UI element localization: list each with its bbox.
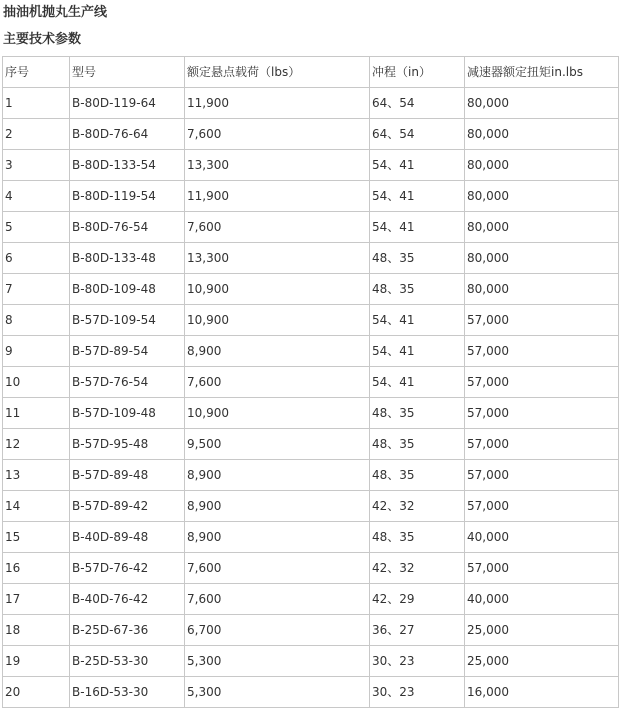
cell-load: 5,300 (185, 646, 370, 677)
table-row (3, 274, 619, 305)
table-header-row (3, 57, 619, 88)
cell-model: B-80D-133-54 (70, 150, 185, 181)
cell-load: 7,600 (185, 584, 370, 615)
cell-index: 11 (3, 398, 70, 429)
cell-index: 18 (3, 615, 70, 646)
cell-load: 7,600 (185, 367, 370, 398)
cell-index: 4 (3, 181, 70, 212)
cell-stroke: 64、54 (370, 119, 465, 150)
cell-load: 13,300 (185, 243, 370, 274)
cell-model: B-57D-109-48 (70, 398, 185, 429)
cell-model: B-25D-67-36 (70, 615, 185, 646)
cell-stroke: 54、41 (370, 336, 465, 367)
cell-index: 8 (3, 305, 70, 336)
table-row (3, 119, 619, 150)
cell-model: B-57D-109-54 (70, 305, 185, 336)
cell-model: B-25D-53-30 (70, 646, 185, 677)
cell-index: 6 (3, 243, 70, 274)
cell-stroke: 42、32 (370, 553, 465, 584)
cell-index: 9 (3, 336, 70, 367)
cell-index: 14 (3, 491, 70, 522)
cell-index: 2 (3, 119, 70, 150)
cell-model: B-57D-76-54 (70, 367, 185, 398)
cell-model: B-80D-109-48 (70, 274, 185, 305)
cell-torque: 40,000 (465, 584, 619, 615)
header-cell-index: 序号 (3, 57, 70, 88)
cell-index: 20 (3, 677, 70, 708)
cell-index: 16 (3, 553, 70, 584)
cell-torque: 57,000 (465, 553, 619, 584)
cell-load: 10,900 (185, 274, 370, 305)
cell-model: B-40D-76-42 (70, 584, 185, 615)
cell-stroke: 48、35 (370, 429, 465, 460)
header-cell-model: 型号 (70, 57, 185, 88)
table-row (3, 243, 619, 274)
cell-stroke: 42、32 (370, 491, 465, 522)
cell-load: 7,600 (185, 212, 370, 243)
cell-index: 15 (3, 522, 70, 553)
cell-index: 10 (3, 367, 70, 398)
cell-stroke: 48、35 (370, 243, 465, 274)
cell-torque: 57,000 (465, 305, 619, 336)
cell-stroke: 54、41 (370, 181, 465, 212)
header-cell-load: 额定悬点载荷（lbs） (185, 57, 370, 88)
document-title: 抽油机抛丸生产线 (3, 5, 108, 20)
table-row (3, 553, 619, 584)
cell-model: B-57D-89-54 (70, 336, 185, 367)
table-row (3, 367, 619, 398)
cell-torque: 40,000 (465, 522, 619, 553)
cell-load: 9,500 (185, 429, 370, 460)
table-row (3, 305, 619, 336)
cell-load: 13,300 (185, 150, 370, 181)
cell-model: B-57D-95-48 (70, 429, 185, 460)
header-cell-torque: 减速器额定扭矩in.lbs (465, 57, 619, 88)
table-row (3, 429, 619, 460)
cell-index: 17 (3, 584, 70, 615)
cell-model: B-57D-89-42 (70, 491, 185, 522)
cell-model: B-57D-89-48 (70, 460, 185, 491)
table-row (3, 677, 619, 708)
table-row (3, 646, 619, 677)
cell-torque: 57,000 (465, 460, 619, 491)
cell-load: 8,900 (185, 522, 370, 553)
cell-index: 3 (3, 150, 70, 181)
cell-stroke: 54、41 (370, 150, 465, 181)
cell-stroke: 64、54 (370, 88, 465, 119)
cell-torque: 80,000 (465, 181, 619, 212)
cell-stroke: 36、27 (370, 615, 465, 646)
cell-load: 5,300 (185, 677, 370, 708)
cell-stroke: 48、35 (370, 460, 465, 491)
cell-load: 10,900 (185, 398, 370, 429)
cell-load: 6,700 (185, 615, 370, 646)
table-row (3, 398, 619, 429)
table-row (3, 522, 619, 553)
spec-table (2, 56, 619, 708)
cell-torque: 25,000 (465, 646, 619, 677)
table-row (3, 460, 619, 491)
cell-torque: 57,000 (465, 429, 619, 460)
cell-torque: 25,000 (465, 615, 619, 646)
table-row (3, 181, 619, 212)
table-row (3, 88, 619, 119)
cell-torque: 57,000 (465, 491, 619, 522)
cell-model: B-80D-119-54 (70, 181, 185, 212)
cell-index: 19 (3, 646, 70, 677)
table-row (3, 150, 619, 181)
cell-torque: 16,000 (465, 677, 619, 708)
header-cell-stroke: 冲程（in） (370, 57, 465, 88)
cell-load: 8,900 (185, 491, 370, 522)
cell-torque: 80,000 (465, 212, 619, 243)
cell-model: B-16D-53-30 (70, 677, 185, 708)
cell-load: 11,900 (185, 181, 370, 212)
cell-index: 1 (3, 88, 70, 119)
cell-stroke: 30、23 (370, 677, 465, 708)
cell-torque: 57,000 (465, 398, 619, 429)
cell-stroke: 30、23 (370, 646, 465, 677)
cell-load: 8,900 (185, 460, 370, 491)
cell-stroke: 54、41 (370, 305, 465, 336)
cell-stroke: 54、41 (370, 212, 465, 243)
cell-index: 5 (3, 212, 70, 243)
cell-load: 11,900 (185, 88, 370, 119)
spec-table-body (3, 57, 619, 708)
section-heading: 主要技术参数 (3, 32, 82, 47)
cell-load: 8,900 (185, 336, 370, 367)
cell-index: 13 (3, 460, 70, 491)
table-row (3, 491, 619, 522)
table-row (3, 615, 619, 646)
cell-torque: 80,000 (465, 150, 619, 181)
cell-torque: 80,000 (465, 243, 619, 274)
cell-index: 12 (3, 429, 70, 460)
cell-stroke: 48、35 (370, 522, 465, 553)
cell-torque: 80,000 (465, 119, 619, 150)
cell-model: B-80D-133-48 (70, 243, 185, 274)
cell-torque: 57,000 (465, 336, 619, 367)
cell-torque: 57,000 (465, 367, 619, 398)
table-row (3, 336, 619, 367)
table-row (3, 584, 619, 615)
cell-torque: 80,000 (465, 88, 619, 119)
cell-torque: 80,000 (465, 274, 619, 305)
cell-stroke: 48、35 (370, 274, 465, 305)
cell-model: B-80D-76-64 (70, 119, 185, 150)
cell-model: B-57D-76-42 (70, 553, 185, 584)
cell-model: B-40D-89-48 (70, 522, 185, 553)
cell-load: 7,600 (185, 553, 370, 584)
table-row (3, 212, 619, 243)
cell-load: 7,600 (185, 119, 370, 150)
cell-stroke: 54、41 (370, 367, 465, 398)
cell-stroke: 48、35 (370, 398, 465, 429)
cell-index: 7 (3, 274, 70, 305)
cell-model: B-80D-76-54 (70, 212, 185, 243)
cell-stroke: 42、29 (370, 584, 465, 615)
cell-model: B-80D-119-64 (70, 88, 185, 119)
cell-load: 10,900 (185, 305, 370, 336)
